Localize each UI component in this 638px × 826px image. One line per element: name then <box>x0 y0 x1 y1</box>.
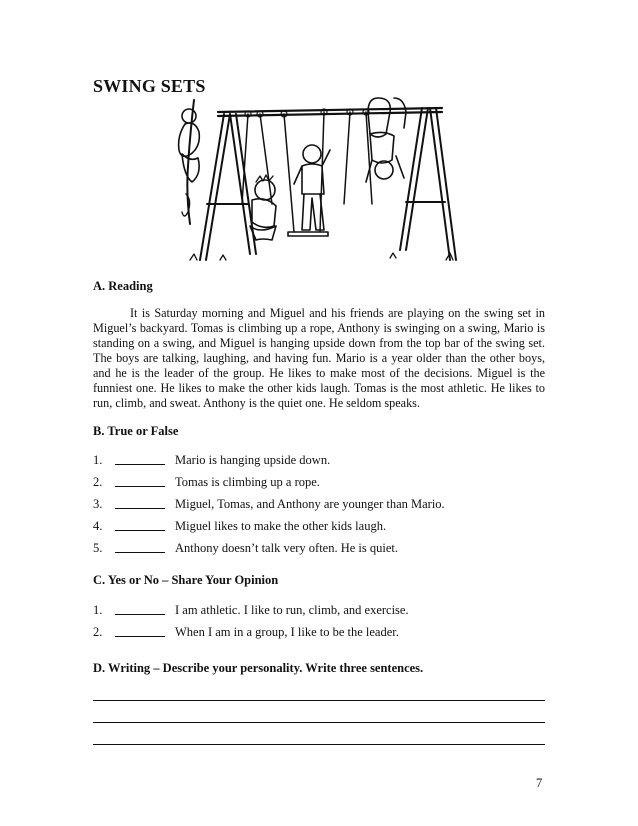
true-false-list <box>93 452 553 562</box>
item-number: 5. <box>93 541 103 555</box>
swing-set-illustration <box>160 94 470 266</box>
list-item <box>93 602 553 624</box>
item-number: 2. <box>93 625 103 639</box>
answer-blank[interactable] <box>115 614 165 615</box>
list-item <box>93 624 553 646</box>
list-item <box>93 474 553 496</box>
statement-text: Mario is hanging upside down. <box>175 453 331 467</box>
item-number: 1. <box>93 603 103 617</box>
statement-text: Anthony doesn’t talk very often. He is quiet. <box>175 541 398 555</box>
answer-blank[interactable] <box>115 530 165 531</box>
answer-blank[interactable] <box>115 486 165 487</box>
statement-text: Tomas is climbing up a rope. <box>175 475 320 489</box>
answer-blank[interactable] <box>115 636 165 637</box>
item-number: 4. <box>93 519 103 533</box>
answer-blank[interactable] <box>115 464 165 465</box>
page-title: SWING SETS <box>93 76 206 96</box>
writing-heading: D. Writing – Describe your personality. Write three sentences. <box>93 661 424 675</box>
yes-no-list <box>93 602 553 646</box>
page-number: 7 <box>536 776 543 790</box>
yes-no-heading: C. Yes or No – Share Your Opinion <box>93 573 279 587</box>
reading-passage: It is Saturday morning and Miguel and his friends are playing on the swing set in Miguel’s backyard. Tomas is climbing up a rope, Anthony is swinging on a swing, Mario is standing on a swing, and Miguel is hanging upside down from the top bar of the swing set. The boys are talking, laughing, and having fun. Mario is a year older than the other boys, and he is the leader of the group. He likes to make most of the decisions. Miguel is the funniest one. He likes to make the other kids laugh. Tomas is the most athletic. He likes to run, climb, and sweat. Anthony is the quiet one. He seldom speaks. <box>93 306 545 410</box>
statement-text: When I am in a group, I like to be the leader. <box>175 625 399 639</box>
writing-line[interactable] <box>93 722 545 723</box>
item-number: 2. <box>93 475 103 489</box>
true-false-heading: B. True or False <box>93 424 179 438</box>
item-number: 1. <box>93 453 103 467</box>
statement-text: Miguel likes to make the other kids laugh. <box>175 519 387 533</box>
writing-line[interactable] <box>93 744 545 745</box>
list-item <box>93 540 553 562</box>
list-item <box>93 496 553 518</box>
statement-text: Miguel, Tomas, and Anthony are younger than Mario. <box>175 497 445 511</box>
list-item <box>93 452 553 474</box>
list-item <box>93 518 553 540</box>
answer-blank[interactable] <box>115 552 165 553</box>
item-number: 3. <box>93 497 103 511</box>
writing-line[interactable] <box>93 700 545 701</box>
statement-text: I am athletic. I like to run, climb, and exercise. <box>175 603 409 617</box>
reading-heading: A. Reading <box>93 279 153 293</box>
answer-blank[interactable] <box>115 508 165 509</box>
